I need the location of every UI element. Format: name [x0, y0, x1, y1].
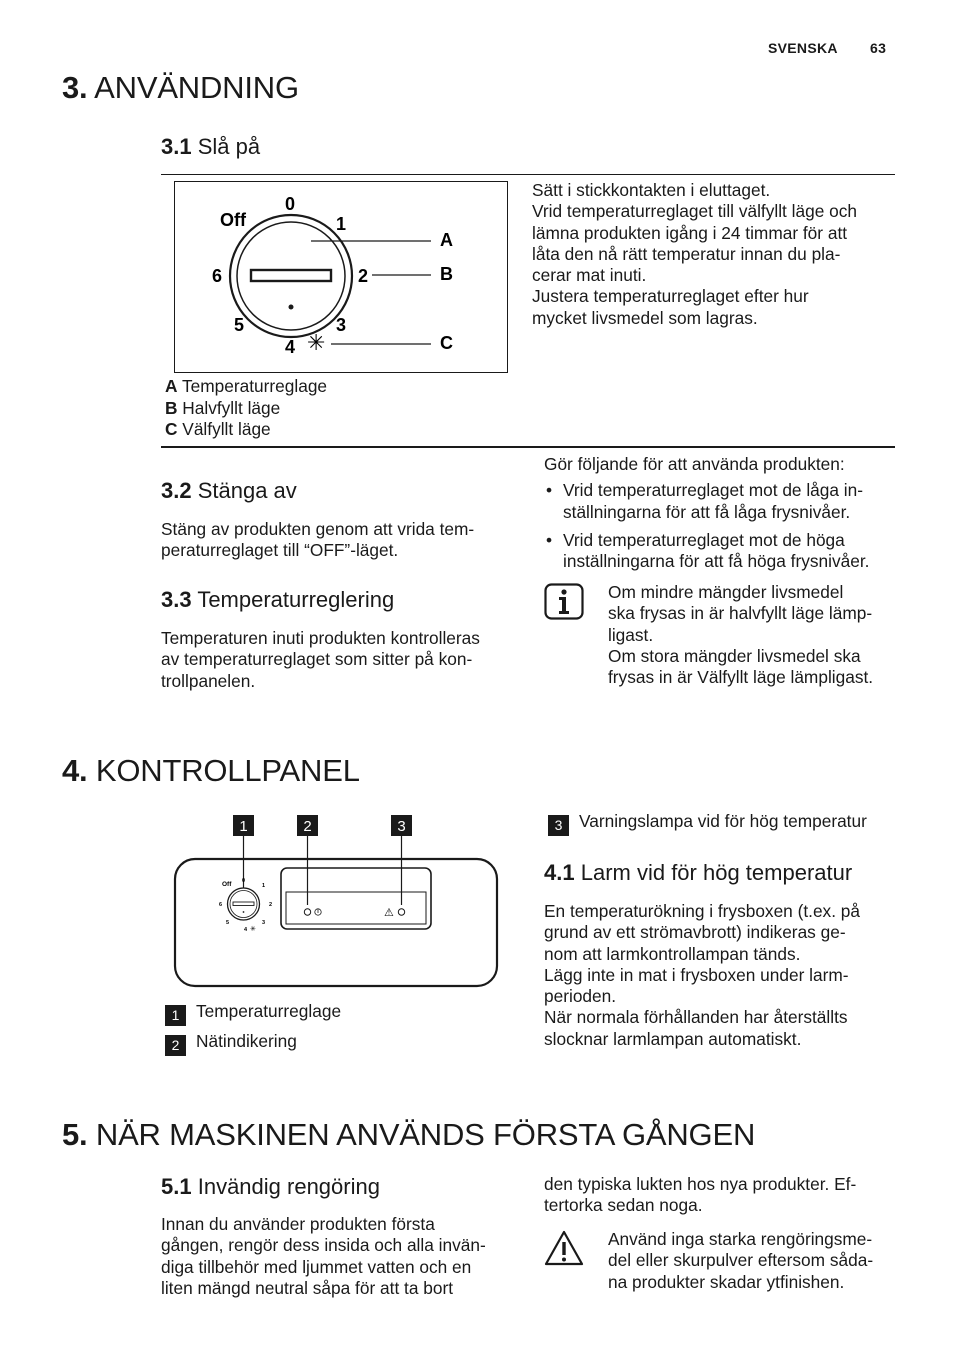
dial-label-3: 3	[336, 315, 347, 335]
body-line: peraturreglaget till “OFF”-läget.	[161, 540, 399, 561]
section-rule-bottom	[161, 446, 895, 448]
section-3-heading	[62, 70, 299, 106]
page-number: 63	[870, 40, 887, 56]
section-3-1-heading	[161, 134, 260, 160]
dial-label-6: 6	[212, 266, 223, 286]
body-line: diga tillbehör med ljummet vatten och en	[161, 1256, 472, 1277]
dial-label-0: 0	[285, 194, 296, 214]
section-3-3-number: 3.3	[161, 587, 192, 612]
bullet-line: inställningarna för att få höga frysnivåer.	[563, 551, 870, 572]
note-line: del eller skurpulver eftersom såda-	[608, 1250, 874, 1271]
note-line: Om stora mängder livsmedel ska	[608, 645, 861, 666]
section-4-heading	[62, 753, 360, 789]
section-3-1-number: 3.1	[161, 134, 192, 159]
bullet-line: ställningarna för att få låga frysnivåer.	[563, 501, 851, 522]
dial-indicator-dot	[289, 305, 294, 310]
legend-key-b: B	[165, 397, 178, 418]
panel-dial-handle	[233, 902, 254, 906]
body-line: perioden.	[544, 986, 617, 1007]
temperature-dial-figure	[174, 181, 508, 373]
legend-key-a: A	[165, 376, 178, 396]
section-5-title: NÄR MASKINEN ANVÄNDS FÖRSTA GÅNGEN	[95, 1117, 756, 1152]
section-3-2-number: 3.2	[161, 478, 192, 503]
panel-dial-label-6: 6	[219, 902, 223, 908]
panel-dial-label-1: 1	[262, 883, 266, 889]
note-line: Använd inga starka rengöringsme-	[608, 1229, 873, 1249]
power-indicator-lamp	[304, 909, 310, 915]
callout-a: A	[440, 230, 453, 250]
legend-text-a: Temperaturreglage	[181, 376, 328, 396]
section-4-number: 4.	[62, 753, 88, 788]
section-5-1-title: Invändig rengöring	[197, 1174, 380, 1199]
section-5-1-body-continued	[544, 1174, 904, 1217]
legend-item-a	[165, 376, 327, 398]
warning-note	[608, 1229, 903, 1293]
callout-number-1: 1	[239, 818, 248, 835]
dial-legend	[165, 376, 327, 441]
dial-label-4: 4	[285, 337, 296, 357]
note-line: ligast.	[608, 624, 654, 645]
legend-text-c: Välfyllt läge	[182, 419, 271, 440]
note-line: na produkter skadar ytfinishen.	[608, 1271, 845, 1292]
panel-snowflake-icon: ✳	[250, 926, 256, 933]
body-line: av temperaturreglaget som sitter på kon-	[161, 649, 473, 670]
panel-dial-label-3: 3	[262, 920, 266, 926]
section-4-title: KONTROLLPANEL	[95, 753, 360, 788]
section-3-2-body	[161, 519, 521, 562]
callout-number-2: 2	[303, 818, 312, 835]
legend-key-c: C	[165, 419, 178, 440]
note-line: frysas in är Välfyllt läge lämpligast.	[608, 667, 874, 688]
warning-triangle-icon: ⚠	[384, 907, 394, 919]
body-line: En temperaturökning i frysboxen (t.ex. på	[544, 901, 861, 921]
body-line: mycket livsmedel som lagras.	[532, 307, 758, 328]
legend-number-1: 1	[165, 1005, 186, 1026]
section-4-1-title: Larm vid för hög temperatur	[580, 860, 853, 885]
dial-label-2: 2	[358, 266, 369, 286]
body-line: slocknar larmlampan automatiskt.	[544, 1028, 802, 1049]
section-4-1-body	[544, 901, 904, 1050]
panel-dial-dot	[243, 911, 245, 913]
section-3-title: ANVÄNDNING	[94, 70, 299, 105]
panel-dial-label-2: 2	[269, 902, 273, 908]
body-line: nom att larmkontrollampan tänds.	[544, 943, 801, 964]
dial-knob-handle	[251, 270, 331, 281]
body-line: Stäng av produkten genom att vrida tem-	[161, 519, 475, 539]
section-3-1-title: Slå på	[197, 134, 261, 159]
legend-item-b	[165, 398, 327, 420]
section-5-1-body	[161, 1214, 526, 1299]
body-line: den typiska lukten hos nya produkter. Ef-	[544, 1174, 857, 1194]
callout-b: B	[440, 264, 453, 284]
info-note	[608, 582, 903, 688]
body-line: Lägg inte in mat i frysboxen under larm-	[544, 964, 849, 985]
legend-item-c	[165, 419, 327, 441]
section-5-heading	[62, 1117, 755, 1153]
control-panel-figure	[170, 812, 502, 992]
section-rule-top	[161, 174, 895, 175]
section-3-3-title: Temperaturreglering	[197, 587, 395, 612]
legend-number-3: 3	[548, 815, 569, 836]
note-line: Om mindre mängder livsmedel	[608, 582, 844, 602]
note-line: ska frysas in är halvfyllt läge lämp-	[608, 603, 873, 624]
body-line: grund av ett strömavbrott) indikeras ge-	[544, 922, 846, 943]
legend-text-2: Nätindikering	[196, 1031, 297, 1051]
section-5-1-heading	[161, 1174, 380, 1200]
dial-label-off: Off	[220, 210, 246, 230]
usage-intro: Gör följande för att använda produkten:	[544, 454, 845, 474]
info-icon	[544, 583, 584, 620]
panel-dial-label-4: 4	[244, 927, 248, 933]
usage-bullets	[544, 480, 904, 572]
legend-text-1: Temperaturreglage	[196, 1001, 342, 1021]
bullet-line: • Vrid temperaturreglaget mot de låga in-	[563, 480, 864, 501]
body-line: Justera temperaturreglaget efter hur	[532, 286, 809, 307]
panel-dial-label-5: 5	[226, 920, 230, 926]
body-line: liten mängd neutral såpa för att ta bort	[161, 1277, 454, 1298]
header-language: SVENSKA	[768, 40, 838, 56]
body-line: Vrid temperaturreglaget till välfyllt läge och	[532, 201, 857, 222]
body-line: Temperaturen inuti produkten kontrolleras	[161, 628, 480, 648]
list-item	[544, 530, 904, 573]
dial-label-5: 5	[234, 315, 245, 335]
snowflake-icon: ✳	[307, 330, 326, 355]
section-3-number: 3.	[62, 70, 88, 105]
section-3-2-title: Stänga av	[197, 478, 297, 503]
section-3-3-body	[161, 628, 526, 692]
section-5-number: 5.	[62, 1117, 88, 1152]
section-4-1-number: 4.1	[544, 860, 575, 885]
section-3-1-body	[532, 180, 902, 329]
panel-dial-label-off: Off	[222, 881, 232, 888]
body-line: gången, rengör dess insida och alla invän-	[161, 1235, 486, 1256]
bullet-line: • Vrid temperaturreglaget mot de höga	[563, 529, 845, 550]
alarm-indicator-lamp	[398, 909, 404, 915]
callout-number-3: 3	[397, 818, 406, 835]
usage-instructions	[544, 454, 904, 579]
body-line: lämna produkten igång i 24 timmar för att	[532, 222, 848, 243]
section-5-1-number: 5.1	[161, 1174, 192, 1199]
legend-text-b: Halvfyllt läge	[182, 397, 281, 418]
legend-number-2: 2	[165, 1035, 186, 1056]
legend-text-3: Varningslampa vid för hög temperatur	[579, 811, 867, 831]
body-line: cerar mat inuti.	[532, 265, 647, 286]
section-3-3-heading	[161, 587, 394, 613]
callout-c: C	[440, 333, 453, 353]
section-4-1-heading	[544, 860, 852, 886]
body-line: När normala förhållanden har återställts	[544, 1007, 848, 1028]
body-line: tertorka sedan noga.	[544, 1195, 703, 1216]
panel-dial-label-0: 0	[242, 878, 246, 884]
body-line: låta den nå rätt temperatur innan du pla-	[532, 243, 841, 264]
warning-icon	[544, 1230, 584, 1266]
body-line: Sätt i stickkontakten i eluttaget.	[532, 180, 771, 200]
section-3-2-heading	[161, 478, 297, 504]
body-line: trollpanelen.	[161, 670, 256, 691]
dial-label-1: 1	[336, 214, 347, 234]
body-line: Innan du använder produkten första	[161, 1214, 435, 1234]
list-item	[544, 480, 904, 523]
